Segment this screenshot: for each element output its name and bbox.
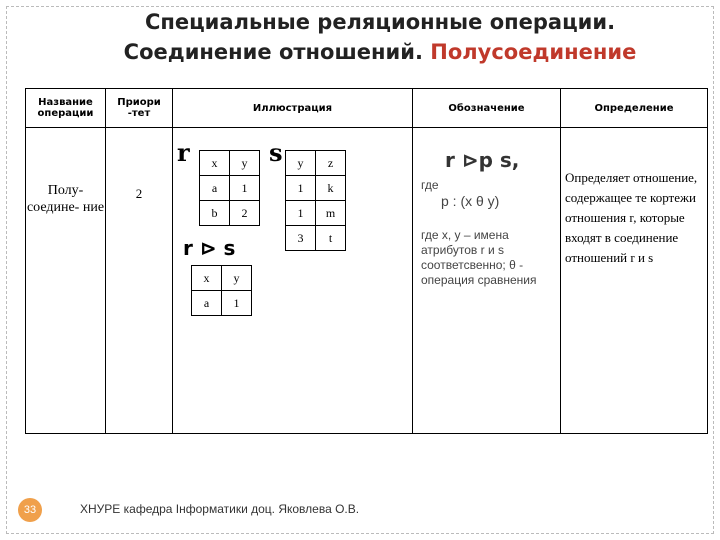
slide-title-line2 [60,40,700,64]
header-definition: Определение [561,89,708,128]
header-name: Название операции [26,89,106,128]
relation-r-table [199,150,260,226]
notation-where: где [421,178,439,192]
table-cell: 1 [230,176,260,201]
result-label: r ⊳ s [183,236,236,260]
operations-table [25,88,708,434]
table-cell: y [286,151,316,176]
table-cell: y [222,266,252,291]
illustration-cell [173,128,413,434]
table-row [192,266,252,291]
table-cell: 1 [286,176,316,201]
footer-text: ХНУРЕ кафедра Інформатики доц. Яковлева О.В. [80,502,360,516]
table-cell: z [316,151,346,176]
table-row [286,151,346,176]
table-cell: b [200,201,230,226]
table-cell: x [200,151,230,176]
notation-predicate: p : (x θ y) [441,193,500,209]
table-cell: 1 [286,201,316,226]
relation-s-table [285,150,346,251]
slide-title-line1: Специальные реляционные операции. [144,10,616,34]
table-cell: 2 [230,201,260,226]
table-cell: m [316,201,346,226]
header-priority: Приори -тет [106,89,173,128]
table-cell: y [230,151,260,176]
notation-explanation: где x, y – имена атрибутов r и s соответсвенно; θ - операция сравнения [421,228,537,287]
relation-s-label: s [269,138,283,167]
semijoin-row [26,128,708,434]
notation-cell [413,128,561,434]
result-table [191,265,252,316]
definition-cell: Определяет отношение, содержащее те кортежи отношения r, которые входят в соединение отношений r и s [561,128,708,434]
table-cell: t [316,226,346,251]
header-row [26,89,708,128]
table-row [200,201,260,226]
table-cell: 3 [286,226,316,251]
title-part-black: Соединение отношений. [123,40,423,64]
table-row [286,176,346,201]
title-part-red: Полусоединение [430,40,637,64]
table-row [286,226,346,251]
table-cell: x [192,266,222,291]
relation-r-label: r [177,138,190,167]
notation-formula: r ⊳p s, [445,148,520,172]
table-cell: a [200,176,230,201]
table-row [200,151,260,176]
table-row [192,291,252,316]
table-cell: 1 [222,291,252,316]
header-illustration: Иллюстрация [173,89,413,128]
header-notation: Обозначение [413,89,561,128]
table-row [200,176,260,201]
table-cell: a [192,291,222,316]
table-row [286,201,346,226]
page-number-badge: 33 [18,498,42,522]
operation-name: Полу- соедине- ние [26,128,106,434]
table-cell: k [316,176,346,201]
operation-priority: 2 [106,128,173,434]
